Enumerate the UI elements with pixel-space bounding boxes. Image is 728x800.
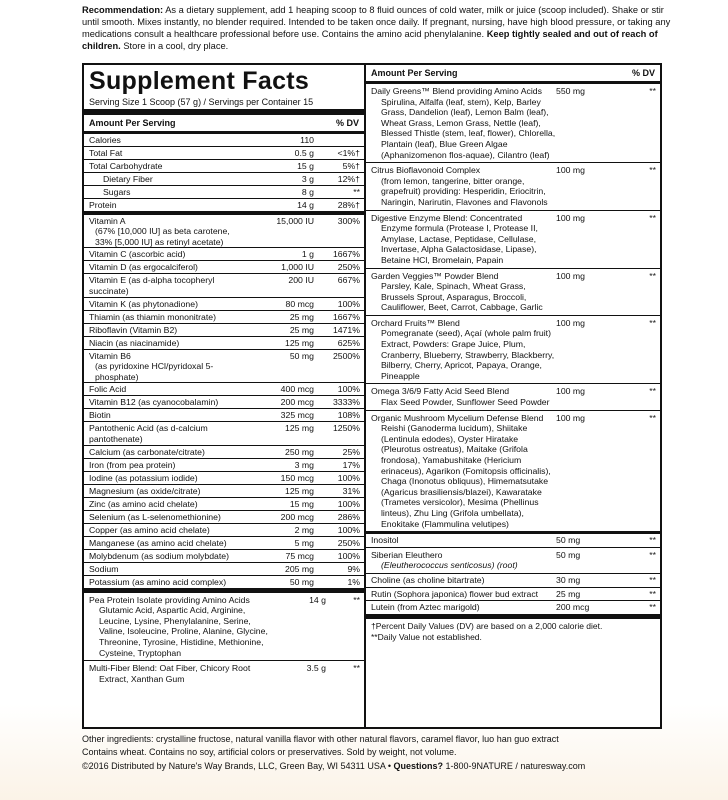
left-rows [84, 134, 364, 589]
nutrient-dv: <1%† [337, 148, 360, 158]
nutrient-row [84, 186, 364, 199]
blend-dv: ** [649, 86, 656, 96]
blend-dv: ** [649, 412, 656, 423]
nutrient-dv: 28%† [337, 200, 360, 210]
choline-name: Choline (as choline bitartrate) [371, 574, 485, 585]
nutrient-name: Vitamin K (as phytonadione) [89, 298, 198, 309]
fiber-blend-dv: ** [353, 663, 360, 674]
left-header-dv: % DV [335, 118, 359, 128]
blend-name: Omega 3/6/9 Fatty Acid Seed Blend [371, 386, 510, 397]
nutrient-dv: 1667% [332, 249, 360, 260]
blend-name: Orchard Fruits™ Blend [371, 317, 460, 328]
nutrient-row [84, 134, 364, 147]
blend-dv: ** [649, 317, 656, 328]
fiber-blend-name: Multi-Fiber Blend: Oat Fiber, Chicory Root [89, 663, 251, 674]
choline-row [366, 574, 660, 588]
nutrient-name: Copper (as amino acid chelate) [89, 524, 210, 535]
nutrient-row [84, 199, 364, 215]
pea-protein-desc: Glutamic Acid, Aspartic Acid, Arginine, Leucine, Lysine, Phenylalanine, Serine, Valine, Isoleucine, Proline, Alanine, Glycine, Threonine, Tyrosine, Histidine, Methionine, Cysteine, Tryptophan [99, 605, 268, 658]
nutrient-row [84, 261, 364, 274]
facts-left-column [84, 65, 366, 727]
left-header [84, 115, 364, 134]
nutrient-row [84, 563, 364, 576]
blend-row [366, 384, 660, 410]
blend-name: Citrus Bioflavonoid Complex [371, 165, 481, 176]
nutrient-amount: 8 g [301, 187, 314, 197]
nutrient-name: Molybdenum (as sodium molybdate) [89, 550, 230, 561]
lutein-name: Lutein (from Aztec marigold) [371, 602, 480, 613]
nutrient-amount: 3 g [301, 174, 314, 184]
nutrient-row [84, 160, 364, 173]
lutein-dv: ** [649, 602, 656, 613]
blend-ingredients: Pomegranate (seed), Açaí (whole palm fruit) Extract, Powders: Grape Juice, Plum, Cranberry, Blueberry, Strawberry, Blackberry, Bilberry, Cherry, Apricot, Papaya, Orange, Pineapple [381, 328, 555, 381]
supplement-facts-panel [82, 63, 662, 729]
nutrient-name: Pantothenic Acid (as d-calcium pantothenate) [89, 423, 208, 444]
pea-protein-dv: ** [353, 594, 360, 605]
nutrient-amount: 1 g [301, 249, 314, 260]
lutein-row [366, 601, 660, 619]
nutrient-dv: 100% [337, 498, 360, 509]
rutin-row [366, 588, 660, 602]
nutrient-row [84, 524, 364, 537]
vitamin-a-source: 33% [5,000 IU] as retinyl acetate) [95, 236, 224, 247]
lutein-amount: 200 mcg [556, 602, 590, 613]
eleuthero-desc: (Eleutherococcus senticosus) (root) [381, 560, 518, 571]
nutrient-amount: 5 mg [294, 537, 314, 548]
nutrient-row [84, 498, 364, 511]
blend-ingredients: Flax Seed Powder, Sunflower Seed Powder [381, 397, 550, 408]
nutrient-amount: 25 mg [289, 311, 314, 322]
nutrient-name: Vitamin D (as ergocalciferol) [89, 262, 198, 273]
fiber-blend-desc: Extract, Xanthan Gum [99, 673, 185, 684]
nutrient-amount: 25 mg [289, 324, 314, 335]
allergen-statement: Contains wheat. Contains no soy, artificial colors or preservatives. Sold by weight, not volume. [82, 747, 457, 758]
nutrient-row [84, 537, 364, 550]
nutrient-dv: 2500% [332, 350, 360, 361]
nutrient-row [84, 511, 364, 524]
nutrient-row [84, 383, 364, 396]
blend-dv: ** [649, 386, 656, 397]
nutrient-dv: 31% [342, 485, 360, 496]
vitamin-b6-source: (as pyridoxine HCl/pyridoxal 5-phosphate) [95, 361, 214, 382]
nutrient-dv: ** [353, 187, 360, 197]
vitamin-a-source: (67% [10,000 IU] as beta carotene, [95, 226, 230, 237]
blend-ingredients: Spirulina, Alfalfa (leaf, stem), Kelp, Barley Grass, Dandelion (leaf), Lemon Balm (leaf), Wheat Grass, Lemon Grass, Nettle (leaf), Blessed Thistle (stem, leaf, flower), Chlorella, Plantain (leaf), Blue Green Algae (Aphanizomenon flos-aquae), Cilantro (leaf) [381, 96, 556, 160]
nutrient-row [84, 446, 364, 459]
nutrient-dv: 1471% [332, 324, 360, 335]
nutrient-name: Biotin [89, 410, 111, 421]
blend-dv: ** [649, 212, 656, 223]
nutrient-amount: 125 mg [285, 337, 314, 348]
blend-amount: 100 mg [556, 270, 585, 281]
nutrient-name: Niacin (as niacinamide) [89, 337, 180, 348]
questions-label: Questions? [393, 760, 443, 771]
nutrient-amount: 200 mcg [280, 511, 314, 522]
blend-amount: 550 mg [556, 86, 585, 96]
nutrient-name: Sugars [103, 187, 131, 197]
rutin-dv: ** [649, 588, 656, 599]
nutrient-amount: 15 g [297, 161, 314, 171]
nutrient-amount: 400 mcg [280, 384, 314, 395]
nutrient-dv: 625% [337, 337, 360, 348]
fiber-blend-amount: 3.5 g [306, 663, 326, 674]
nutrient-row [84, 576, 364, 589]
nutrient-amount: 0.5 g [294, 148, 314, 158]
nutrient-name: Selenium (as L-selenomethionine) [89, 511, 221, 522]
recommendation-label: Recommendation: [82, 5, 164, 15]
nutrient-amount: 2 mg [294, 524, 314, 535]
nutrient-dv: 1667% [332, 311, 360, 322]
nutrient-amount: 1,000 IU [281, 262, 314, 273]
nutrient-row [84, 324, 364, 337]
nutrient-name: Vitamin B12 (as cyanocobalamin) [89, 397, 219, 408]
blend-ingredients: Reishi (Ganoderma lucidum), Shiitake (Lentinula edodes), Oyster Hiratake (Pleurotus ostreatus), Maitake (Grifola frondosa), Yamabushitake (Hericium erinaceus), Agarikon (Fomitopsis officinalis), Chaga (Inonotus obliquus), Himematsutake (Agaricus brasiliensis/blazei), Kawaratake (Trametes versicolor), Mesima (Phellinus linteus), Zhu Ling (Grifola umbellata), Enokitake (Flammulina velutipes) [381, 423, 551, 529]
recommendation-text [82, 4, 682, 52]
storage-text: Store in a cool, dry place. [120, 41, 229, 52]
nutrient-amount: 200 IU [288, 275, 314, 286]
blend-row [366, 84, 660, 163]
nutrient-row [84, 485, 364, 498]
nutrient-name: Potassium (as amino acid complex) [89, 576, 227, 587]
blend-amount: 100 mg [556, 212, 585, 223]
nutrient-name: Calories [89, 135, 121, 145]
nutrient-row [84, 298, 364, 311]
nutrient-name: Iodine (as potassium iodide) [89, 472, 198, 483]
blend-row [366, 211, 660, 269]
left-header-amount: Amount Per Serving [89, 118, 176, 128]
recommendation-body: As a dietary supplement, add 1 heaping scoop to 8 fluid ounces of cold water, milk or juice (scoop included). Shake or stir until smooth. Mixes instantly, no blender required. Intended to be taken once daily. If pregnant, nursing, have high blood pressure, or taking any medications consult a healthcare professional before use. Contains the amino acid phenylalanine. [82, 5, 671, 40]
nutrient-dv: 108% [337, 410, 360, 421]
nutrient-row [84, 550, 364, 563]
right-header [366, 65, 660, 84]
nutrient-dv: 100% [337, 550, 360, 561]
nutrient-amount: 50 mg [289, 576, 314, 587]
nutrient-name: Magnesium (as oxide/citrate) [89, 485, 201, 496]
fiber-blend-row [84, 661, 364, 686]
nutrient-dv: 25% [342, 446, 360, 457]
choline-amount: 30 mg [556, 574, 581, 585]
blend-name: Organic Mushroom Mycelium Defense Blend [371, 412, 544, 423]
nutrient-amount: 200 mcg [280, 397, 314, 408]
keep-sealed-warning: Keep tightly sealed and out of reach of children. [82, 29, 658, 52]
nutrient-amount: 50 mg [289, 350, 314, 361]
facts-title: Supplement Facts [89, 67, 310, 95]
nutrient-dv: 250% [337, 537, 360, 548]
blend-amount: 100 mg [556, 386, 585, 397]
nutrient-amount: 3 mg [294, 459, 314, 470]
blend-ingredients: (from lemon, tangerine, bitter orange, grapefruit) providing: Hesperidin, Eriocitrin, Naringin, Narirutin, Flavones and Flavonols [381, 175, 548, 207]
nutrient-name: Riboflavin (Vitamin B2) [89, 324, 178, 335]
nutrient-name: Sodium [89, 563, 119, 574]
nutrient-row [84, 422, 364, 445]
nutrient-row [84, 173, 364, 186]
blend-ingredients: Parsley, Kale, Spinach, Wheat Grass, Brussels Sprout, Asparagus, Broccoli, Cauliflower, Beet, Carrot, Cabbage, Garlic [381, 281, 543, 313]
blend-amount: 100 mg [556, 412, 585, 423]
nutrient-row [84, 350, 364, 384]
rutin-amount: 25 mg [556, 588, 581, 599]
facts-right-column [366, 65, 660, 727]
nutrient-dv: 667% [337, 275, 360, 286]
eleuthero-amount: 50 mg [556, 549, 581, 560]
nutrient-dv: 286% [337, 511, 360, 522]
nutrient-amount: 15,000 IU [276, 215, 314, 226]
nutrient-row [84, 274, 364, 297]
nutrient-dv: 100% [337, 524, 360, 535]
nutrient-amount: 150 mcg [280, 472, 314, 483]
serving-size: Serving Size 1 Scoop (57 g) / Servings per Container 15 [84, 95, 364, 115]
nutrient-dv: 100% [337, 472, 360, 483]
blend-name: Digestive Enzyme Blend: Concentrated [371, 212, 523, 223]
nutrient-name: Vitamin A [89, 215, 126, 226]
pea-protein-amount: 14 g [309, 594, 326, 605]
nutrient-row [84, 472, 364, 485]
nutrient-name: Dietary Fiber [103, 174, 153, 184]
nutrient-amount: 125 mg [285, 485, 314, 496]
nutrient-name: Zinc (as amino acid chelate) [89, 498, 198, 509]
eleuthero-name: Siberian Eleuthero [371, 549, 443, 560]
nutrient-dv: 17% [342, 459, 360, 470]
nutrient-amount: 250 mg [285, 446, 314, 457]
nutrient-row [84, 248, 364, 261]
nutrient-amount: 205 mg [285, 563, 314, 574]
footnote-not-established: **Daily Value not established. [371, 631, 482, 642]
right-header-amount: Amount Per Serving [371, 68, 458, 78]
inositol-name: Inositol [371, 535, 399, 546]
rutin-name: Rutin (Sophora japonica) flower bud extract [371, 588, 539, 599]
nutrient-amount: 14 g [297, 200, 314, 210]
nutrient-row [84, 337, 364, 350]
nutrient-dv [320, 135, 360, 146]
blend-row [366, 269, 660, 316]
copyright-text: ©2016 Distributed by Nature's Way Brands, LLC, Green Bay, WI 54311 USA • [82, 760, 394, 771]
nutrient-name: Protein [89, 200, 117, 210]
nutrient-row [84, 396, 364, 409]
nutrient-name: Folic Acid [89, 384, 127, 395]
nutrient-name: Iron (from pea protein) [89, 459, 176, 470]
nutrient-row [84, 215, 364, 249]
nutrient-name: Vitamin C (ascorbic acid) [89, 249, 186, 260]
nutrient-amount: 110 [300, 135, 314, 145]
label-footer [82, 733, 722, 773]
inositol-amount: 50 mg [556, 535, 581, 546]
nutrient-dv: 5%† [342, 161, 360, 171]
contact-info: 1-800-9NATURE / naturesway.com [443, 760, 586, 771]
blend-amount: 100 mg [556, 165, 585, 176]
nutrient-dv: 3333% [332, 397, 360, 408]
nutrient-name: Vitamin B6 [89, 350, 131, 361]
pea-protein-row [84, 589, 364, 662]
nutrient-name: Calcium (as carbonate/citrate) [89, 446, 205, 457]
blend-name: Daily Greens™ Blend providing Amino Acids [371, 86, 542, 96]
blend-dv: ** [649, 165, 656, 176]
nutrient-name: Total Fat [89, 148, 123, 158]
blend-ingredients: Enzyme formula (Protease I, Protease II, Amylase, Lactase, Peptidase, Cellulase, Invertase, Alpha Galactosidase, Lipase), Betaine HCl, Bromelain, Papain [381, 223, 538, 265]
nutrient-name: Thiamin (as thiamin mononitrate) [89, 311, 216, 322]
eleuthero-row [366, 548, 660, 574]
nutrient-amount: 125 mg [285, 423, 314, 434]
right-blends [366, 84, 660, 534]
footnotes [366, 619, 660, 645]
right-header-dv: % DV [631, 68, 655, 78]
nutrient-dv: 100% [337, 384, 360, 395]
nutrient-name: Total Carbohydrate [89, 161, 163, 171]
inositol-row [366, 534, 660, 548]
nutrient-dv: 12%† [337, 174, 360, 184]
nutrient-amount: 325 mcg [280, 410, 314, 421]
nutrient-amount: 15 mg [289, 498, 314, 509]
nutrient-amount: 75 mcg [285, 550, 314, 561]
blend-row [366, 411, 660, 535]
nutrient-amount: 80 mcg [285, 298, 314, 309]
blend-amount: 100 mg [556, 317, 585, 328]
nutrient-row [84, 459, 364, 472]
blend-name: Garden Veggies™ Powder Blend [371, 270, 499, 281]
blend-row [366, 316, 660, 385]
pea-protein-name: Pea Protein Isolate providing Amino Acids [89, 594, 250, 605]
nutrient-row [84, 147, 364, 160]
nutrient-dv: 9% [347, 563, 360, 574]
nutrient-dv: 250% [337, 262, 360, 273]
nutrient-dv: 300% [337, 215, 360, 226]
nutrient-dv: 100% [337, 298, 360, 309]
blend-row [366, 163, 660, 210]
other-ingredients: Other ingredients: crystalline fructose, natural vanilla flavor with other natural flavors, caramel flavor, luo han guo extract [82, 734, 559, 744]
nutrient-name: Manganese (as amino acid chelate) [89, 537, 227, 548]
distributor-line [82, 760, 722, 773]
blend-dv: ** [649, 270, 656, 281]
inositol-dv: ** [649, 535, 656, 546]
choline-dv: ** [649, 574, 656, 585]
nutrient-row [84, 311, 364, 324]
eleuthero-dv: ** [649, 549, 656, 560]
nutrient-dv: 1% [347, 576, 360, 587]
nutrient-name: Vitamin E (as d-alpha tocopheryl succinate) [89, 275, 215, 296]
footnote-dv: †Percent Daily Values (DV) are based on a 2,000 calorie diet. [371, 620, 603, 631]
nutrient-dv: 1250% [332, 423, 360, 434]
nutrient-row [84, 409, 364, 422]
